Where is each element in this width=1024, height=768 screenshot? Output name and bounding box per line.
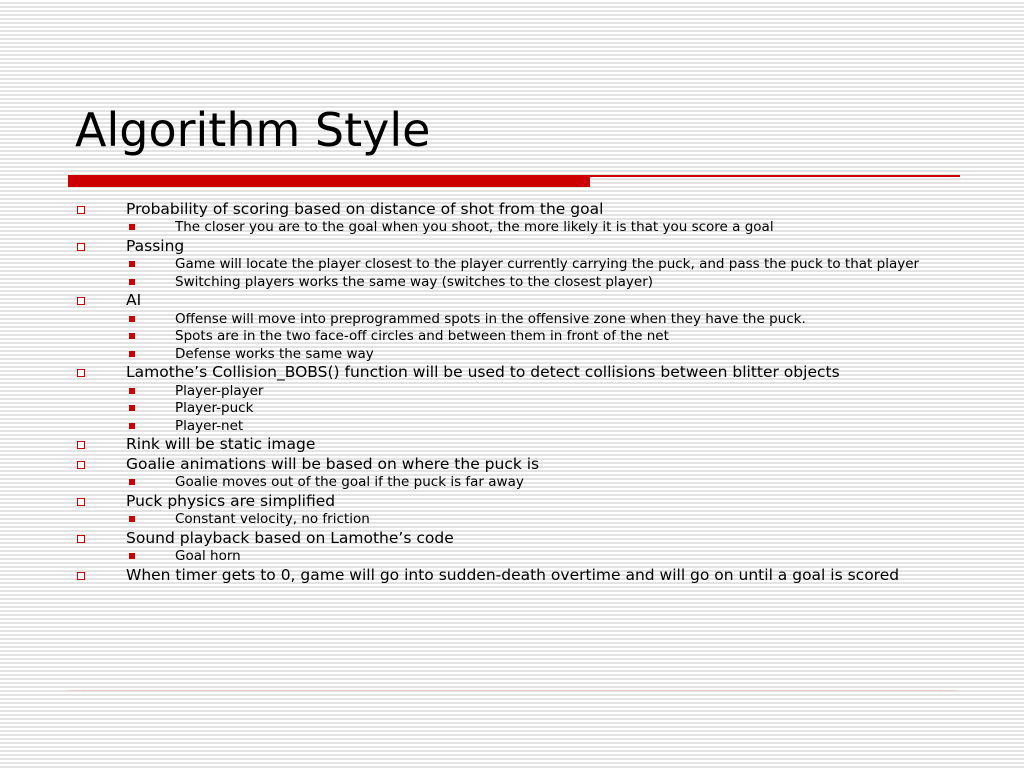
hollow-square-bullet-icon bbox=[77, 441, 85, 449]
filled-square-bullet-icon bbox=[129, 316, 135, 322]
bullet-item bbox=[75, 456, 955, 473]
bullet-item bbox=[75, 436, 955, 453]
sub-bullet-text: Player-net bbox=[175, 417, 244, 434]
sub-bullet-text: Defense works the same way bbox=[175, 345, 374, 362]
bullet-item bbox=[75, 567, 955, 584]
sub-bullet-text: Switching players works the same way (switches to the closest player) bbox=[175, 273, 654, 290]
sub-bullet-text: Goalie moves out of the goal if the puck is far away bbox=[175, 474, 524, 490]
sub-bullet-item bbox=[75, 329, 955, 344]
bullet-text: Passing bbox=[126, 236, 185, 255]
sub-bullet-text: Constant velocity, no friction bbox=[175, 511, 370, 527]
filled-square-bullet-icon bbox=[129, 479, 135, 485]
hollow-square-bullet-icon bbox=[77, 243, 85, 251]
bullet-list bbox=[75, 198, 955, 584]
filled-square-bullet-icon bbox=[129, 405, 135, 411]
sub-bullet-text: Player-player bbox=[175, 382, 264, 399]
sub-bullet-item bbox=[75, 347, 955, 362]
slide-title: Algorithm Style bbox=[75, 103, 431, 157]
sub-bullet-item bbox=[75, 257, 955, 272]
sub-bullet-text: The closer you are to the goal when you shoot, the more likely it is that you score a goal bbox=[175, 219, 774, 235]
footer-divider bbox=[68, 690, 956, 691]
filled-square-bullet-icon bbox=[129, 516, 135, 522]
sub-bullet-item bbox=[75, 512, 955, 527]
hollow-square-bullet-icon bbox=[77, 461, 85, 469]
hollow-square-bullet-icon bbox=[77, 206, 85, 214]
sub-bullet-item bbox=[75, 220, 955, 235]
title-underline-thick bbox=[68, 175, 590, 187]
sub-bullet-item bbox=[75, 275, 955, 290]
filled-square-bullet-icon bbox=[129, 388, 135, 394]
hollow-square-bullet-icon bbox=[77, 498, 85, 506]
hollow-square-bullet-icon bbox=[77, 297, 85, 305]
bullet-text: Sound playback based on Lamothe’s code bbox=[126, 528, 454, 547]
sub-bullet-item bbox=[75, 384, 955, 399]
sub-bullet-item bbox=[75, 419, 955, 434]
hollow-square-bullet-icon bbox=[77, 369, 85, 377]
sub-bullet-item bbox=[75, 549, 955, 564]
sub-bullet-text: Game will locate the player closest to the player currently carrying the puck, and pass the puck to that player bbox=[175, 256, 920, 272]
sub-bullet-text: Goal horn bbox=[175, 548, 241, 564]
bullet-item bbox=[75, 493, 955, 510]
hollow-square-bullet-icon bbox=[77, 572, 85, 580]
bullet-text: When timer gets to 0, game will go into sudden-death overtime and will go on until a goal is scored bbox=[126, 565, 900, 584]
filled-square-bullet-icon bbox=[129, 423, 135, 429]
filled-square-bullet-icon bbox=[129, 351, 135, 357]
bullet-text: Lamothe’s Collision_BOBS() function will be used to detect collisions between blitter objects bbox=[126, 363, 840, 381]
filled-square-bullet-icon bbox=[129, 224, 135, 230]
bullet-item bbox=[75, 292, 955, 309]
sub-bullet-text: Offense will move into preprogrammed spots in the offensive zone when they have the puck. bbox=[175, 310, 806, 327]
bullet-item bbox=[75, 238, 955, 255]
bullet-item bbox=[75, 530, 955, 547]
bullet-text: AI bbox=[126, 291, 142, 309]
sub-bullet-text: Player-puck bbox=[175, 400, 254, 416]
sub-bullet-item bbox=[75, 475, 955, 490]
filled-square-bullet-icon bbox=[129, 261, 135, 267]
sub-bullet-item bbox=[75, 312, 955, 327]
sub-bullet-text: Spots are in the two face-off circles and between them in front of the net bbox=[175, 328, 669, 344]
bullet-text: Rink will be static image bbox=[126, 435, 316, 453]
hollow-square-bullet-icon bbox=[77, 535, 85, 543]
title-underline-thin bbox=[590, 175, 960, 177]
bullet-item bbox=[75, 364, 955, 381]
bullet-text: Goalie animations will be based on where the puck is bbox=[126, 454, 540, 473]
bullet-text: Puck physics are simplified bbox=[126, 491, 336, 510]
bullet-text: Probability of scoring based on distance of shot from the goal bbox=[126, 199, 604, 218]
filled-square-bullet-icon bbox=[129, 279, 135, 285]
sub-bullet-item bbox=[75, 401, 955, 416]
filled-square-bullet-icon bbox=[129, 553, 135, 559]
filled-square-bullet-icon bbox=[129, 333, 135, 339]
bullet-item bbox=[75, 201, 955, 218]
